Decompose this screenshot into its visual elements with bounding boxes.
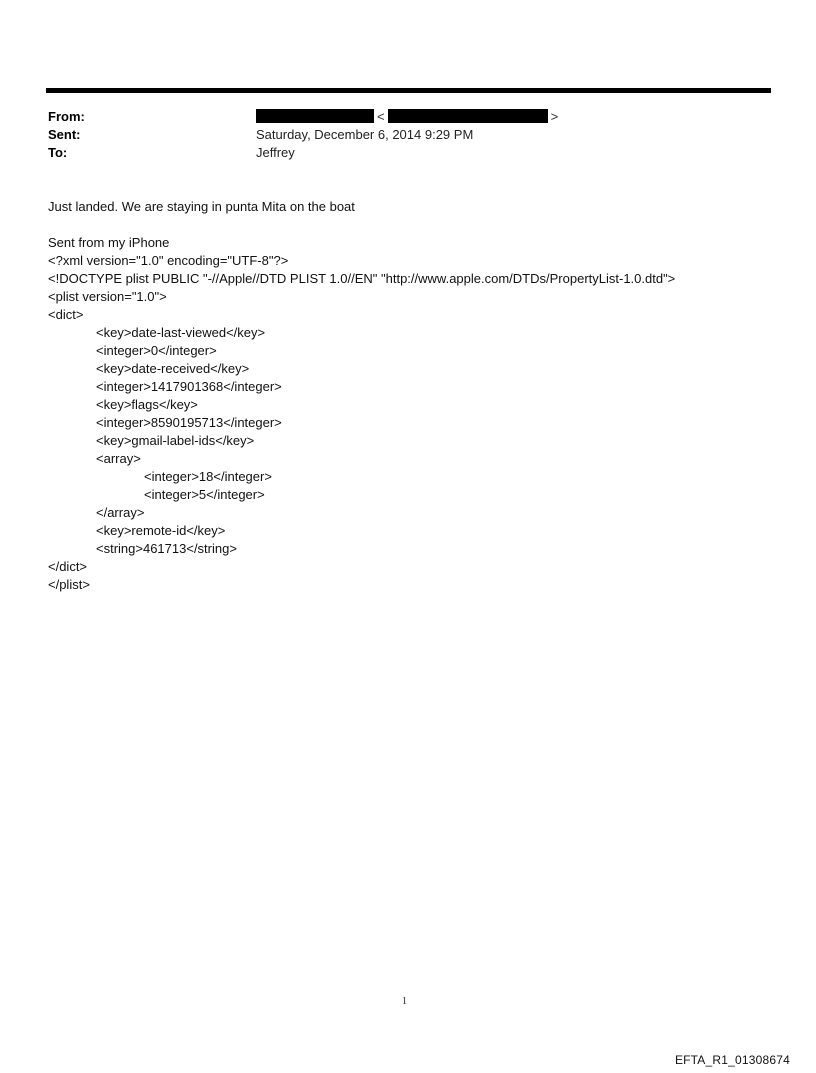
email-body — [48, 198, 768, 594]
to-value: Jeffrey — [256, 145, 295, 160]
plist-block — [48, 252, 768, 594]
from-label: From: — [48, 109, 85, 124]
plist-line: <key>date-last-viewed</key> — [96, 325, 266, 340]
to-row — [48, 144, 768, 162]
from-value — [256, 108, 561, 126]
plist-line: <integer>0</integer> — [96, 343, 217, 358]
to-label: To: — [48, 145, 68, 160]
message-text: Just landed. We are staying in punta Mita on the boat — [48, 199, 355, 214]
plist-line: </array> — [96, 505, 145, 520]
redacted-sender-name — [256, 109, 374, 123]
plist-line: <integer>1417901368</integer> — [96, 379, 282, 394]
plist-line: <!DOCTYPE plist PUBLIC "-//Apple//DTD PLIST 1.0//EN" "http://www.apple.com/DTDs/PropertyList-1.0.dtd"> — [48, 271, 676, 286]
sent-row — [48, 126, 768, 144]
plist-line: </plist> — [48, 577, 90, 592]
sent-value: Saturday, December 6, 2014 9:29 PM — [256, 127, 474, 142]
email-header — [48, 108, 768, 162]
plist-line: <key>remote-id</key> — [96, 523, 226, 538]
email-open-bracket: < — [377, 109, 385, 124]
plist-line: <?xml version="1.0" encoding="UTF-8"?> — [48, 253, 289, 268]
plist-line: <key>flags</key> — [96, 397, 198, 412]
from-row — [48, 108, 768, 126]
plist-line: <string>461713</string> — [96, 541, 237, 556]
document-id: EFTA_R1_01308674 — [674, 1053, 790, 1067]
plist-line: <integer>8590195713</integer> — [96, 415, 282, 430]
plist-line: <key>date-received</key> — [96, 361, 250, 376]
plist-line: <array> — [96, 451, 141, 466]
paragraph-gap — [48, 216, 768, 234]
header-divider — [46, 88, 771, 93]
plist-line: <integer>5</integer> — [144, 487, 265, 502]
plist-line: <plist version="1.0"> — [48, 289, 167, 304]
page-number: 1 — [402, 996, 407, 1007]
plist-line: </dict> — [48, 559, 88, 574]
redacted-sender-email — [388, 109, 548, 123]
signature: Sent from my iPhone — [48, 235, 170, 250]
plist-line: <integer>18</integer> — [144, 469, 272, 484]
email-close-bracket: > — [550, 109, 559, 124]
plist-line: <dict> — [48, 307, 84, 322]
sent-label: Sent: — [48, 127, 81, 142]
plist-line: <key>gmail-label-ids</key> — [96, 433, 255, 448]
